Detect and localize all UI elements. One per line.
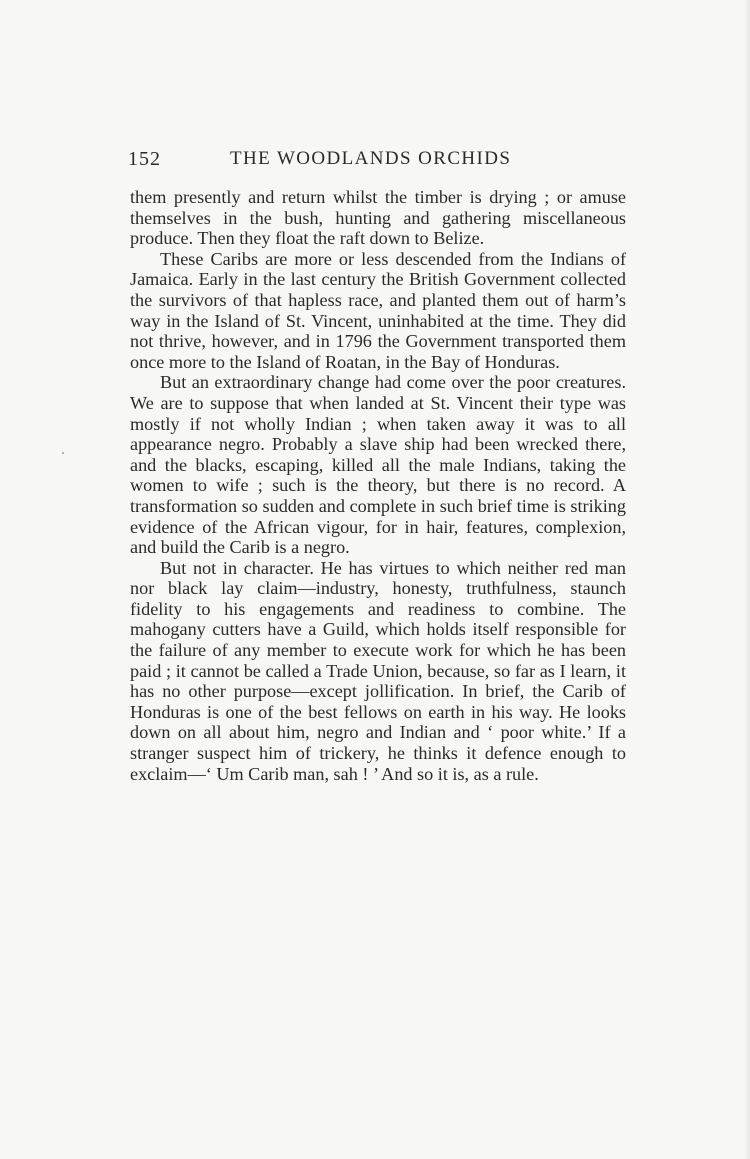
paragraph-caribs-origin: These Caribs are more or less descended from the Indians of Jamaica. Early in the last century the British Government collected the survivors of that hapless race, and planted them out of harm’s way in the Island of St. Vincent, uninhabited at the time. They did not thrive, however, and in 1796 the Government transported them once more to the Island of Roatan, in the Bay of Honduras. — [130, 248, 626, 372]
paragraph-continuation: them presently and return whilst the timber is drying ; or amuse themselves in the bush, hunting and gathering miscellaneous produce. Then they float the raft down to Belize. — [130, 187, 626, 249]
page-number: 152 — [128, 148, 161, 170]
running-title: THE WOODLANDS ORCHIDS — [230, 148, 512, 169]
paragraph-transformation: But an extraordinary change had come over the poor creatures. We are to suppose that when landed at St. Vincent their type was mostly if not wholly Indian ; when taken away it was to all appearance negro. Probably a slave ship had been wrecked there, and the blacks, escaping, killed all the male Indians, taking the women to wife ; such is the theory, but there is no record. A transformation so sudden and complete in such brief time is striking evidence of the African vigour, for in hair, features, complexion, and build the Carib is a negro. — [130, 372, 626, 558]
body-text — [130, 187, 626, 784]
paper-speck — [62, 452, 64, 454]
page-edge-shadow — [744, 0, 750, 1159]
paragraph-character: But not in character. He has virtues to which neither red man nor black lay claim—industry, honesty, truthfulness, staunch fidelity to his engagements and readiness to combine. The mahogany cutters have a Guild, which holds itself responsible for the failure of any member to execute work for which he has been paid ; it cannot be called a Trade Union, because, so far as I learn, it has no other purpose—except jollification. In brief, the Carib of Honduras is one of the best fellows on earth in his way. He looks down on all about him, negro and Indian and ‘ poor white.’ If a stranger suspect him of trickery, he thinks it defence enough to exclaim—‘ Um Carib man, sah ! ’ And so it is, as a rule. — [130, 557, 626, 784]
running-header — [128, 148, 628, 174]
